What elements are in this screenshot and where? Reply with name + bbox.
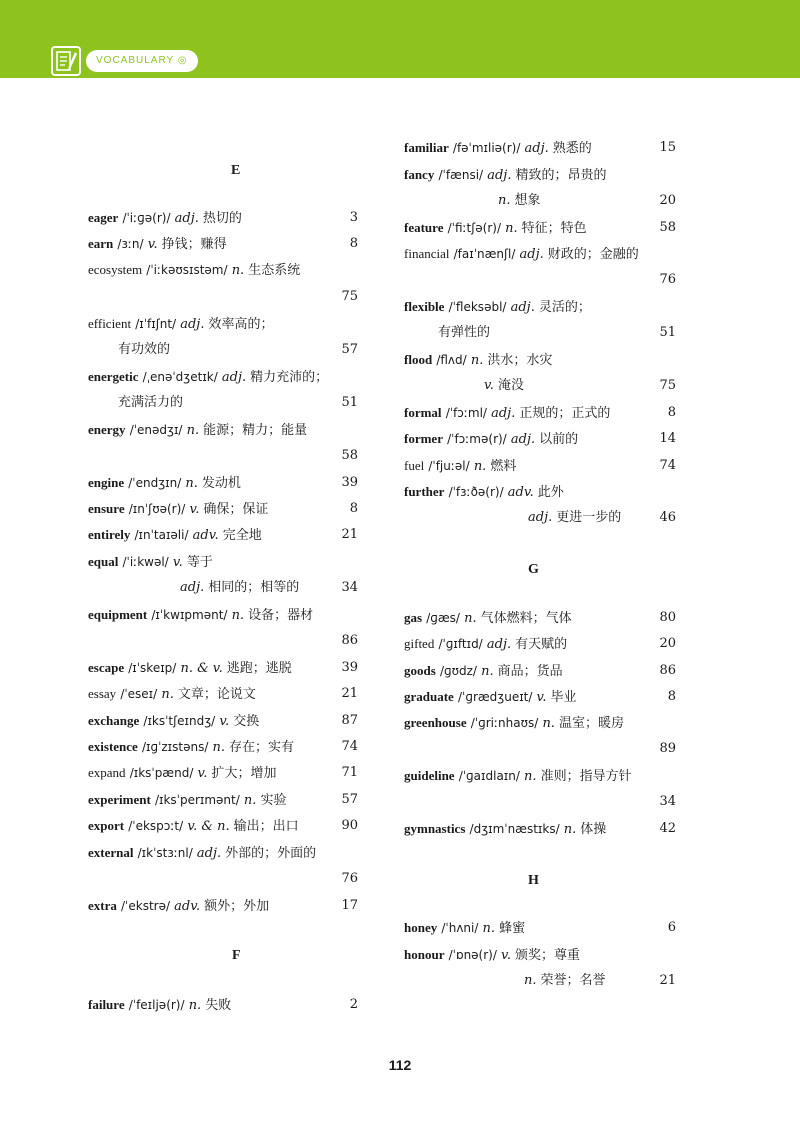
vocab-entry-cont: 有弹性的 51 [438,325,676,340]
vocab-entry-cont: 充满活力的 51 [118,395,358,410]
vocab-entry: fuel /ˈfjuːəl/ n. 燃料 74 [404,458,676,474]
vocab-entry: eager /ˈiːɡə(r)/ adj. 热切的 3 [88,210,358,226]
vocab-entry: extra /ˈekstrə/ adv. 额外；外加 17 [88,898,358,914]
vocab-entry: flood /flʌd/ n. 洪水；水灾 [404,352,553,368]
vocab-entry: ecosystem /ˈiːkəʊsɪstəm/ n. 生态系统 [88,262,301,278]
letter-heading-e: E [231,163,241,178]
vocab-entry: gifted /ˈɡɪftɪd/ adj. 有天赋的 20 [404,636,676,652]
vocab-entry: fancy /ˈfænsi/ adj. 精致的；昂贵的 [404,167,607,183]
vocab-entry-cont: v. 淹没 75 [484,378,676,393]
vocab-entry: external /ɪkˈstɜːnl/ adj. 外部的；外面的 [88,845,317,861]
vocab-entry-cont: 75 [341,289,358,304]
vocab-entry: existence /ɪɡˈzɪstəns/ n. 存在；实有 74 [88,739,358,755]
vocab-entry-cont: 有功效的 57 [118,342,358,357]
vocab-entry: earn /ɜːn/ v. 挣钱；赚得 8 [88,236,358,252]
vocab-entry: efficient /ɪˈfɪʃnt/ adj. 效率高的； [88,316,274,332]
vocab-entry: ensure /ɪnˈʃʊə(r)/ v. 确保；保证 8 [88,501,358,517]
vocab-entry-cont: 34 [659,794,676,809]
vocab-entry: energetic /ˌenəˈdʒetɪk/ adj. 精力充沛的； [88,369,329,385]
vocab-entry: greenhouse /ˈɡriːnhaʊs/ n. 温室；暖房 [404,715,624,731]
notebook-pen-icon [51,46,81,76]
header-banner [0,0,800,78]
vocab-entry: goods /ɡʊdz/ n. 商品；货品 86 [404,663,676,679]
vocab-entry: essay /ˈeseɪ/ n. 文章；论说文 21 [88,686,358,702]
page-number: 112 [388,1057,412,1073]
vocab-entry: financial /faɪˈnænʃl/ adj. 财政的；金融的 [404,246,639,262]
vocab-entry: gas /ɡæs/ n. 气体燃料；气体 80 [404,610,676,626]
vocab-entry: guideline /ˈɡaɪdlaɪn/ n. 准则；指导方针 [404,768,632,784]
vocab-entry: gymnastics /dʒɪmˈnæstɪks/ n. 体操 42 [404,821,676,837]
vocab-entry-cont: 89 [659,741,676,756]
vocab-entry: engine /ˈendʒɪn/ n. 发动机 39 [88,475,358,491]
section-label: VOCABULARY ◎ [86,50,198,72]
vocab-entry-cont: 76 [341,871,358,886]
vocab-entry: escape /ɪˈskeɪp/ n. & v. 逃跑；逃脱 39 [88,660,358,676]
vocab-entry: energy /ˈenədʒɪ/ n. 能源；精力；能量 [88,422,308,438]
vocab-entry: familiar /fəˈmɪliə(r)/ adj. 熟悉的 15 [404,140,676,156]
vocab-entry: honour /ˈɒnə(r)/ v. 颁奖；尊重 [404,947,580,963]
vocab-entry: former /ˈfɔːmə(r)/ adj. 以前的 14 [404,431,676,447]
vocab-entry: feature /ˈfiːtʃə(r)/ n. 特征；特色 58 [404,220,676,236]
letter-heading-h: H [528,873,539,888]
vocab-entry: export /ˈekspɔːt/ v. & n. 输出；出口 90 [88,818,358,834]
vocab-entry: failure /ˈfeɪljə(r)/ n. 失败 2 [88,997,358,1013]
letter-heading-f: F [232,948,241,963]
vocab-entry-cont: 76 [659,272,676,287]
vocab-entry-cont: 86 [341,633,358,648]
vocab-entry-cont: n. 荣誉；名誉 21 [524,973,676,988]
vocab-entry: equipment /ɪˈkwɪpmənt/ n. 设备；器材 [88,607,314,623]
vocab-entry-cont: 58 [341,448,358,463]
vocab-entry: honey /ˈhʌni/ n. 蜂蜜 6 [404,920,676,936]
vocab-entry: formal /ˈfɔːml/ adj. 正规的；正式的 8 [404,405,676,421]
vocab-entry: flexible /ˈfleksəbl/ adj. 灵活的； [404,299,591,315]
vocab-entry: equal /ˈiːkwəl/ v. 等于 [88,554,213,570]
vocab-entry: exchange /ɪksˈtʃeɪndʒ/ v. 交换 87 [88,713,358,729]
letter-heading-g: G [528,562,539,577]
vocab-entry: further /ˈfɜːðə(r)/ adv. 此外 [404,484,564,500]
vocab-entry-cont: n. 想象 20 [498,193,676,208]
vocab-entry: graduate /ˈɡrædʒueɪt/ v. 毕业 8 [404,689,676,705]
vocab-entry: expand /ɪksˈpænd/ v. 扩大；增加 71 [88,765,358,781]
vocab-entry-cont: adj. 相同的；相等的 34 [180,580,358,595]
vocab-entry: entirely /ɪnˈtaɪəli/ adv. 完全地 21 [88,527,358,543]
vocab-entry: experiment /ɪksˈperɪmənt/ n. 实验 57 [88,792,358,808]
vocab-entry-cont: adj. 更进一步的 46 [528,510,676,525]
